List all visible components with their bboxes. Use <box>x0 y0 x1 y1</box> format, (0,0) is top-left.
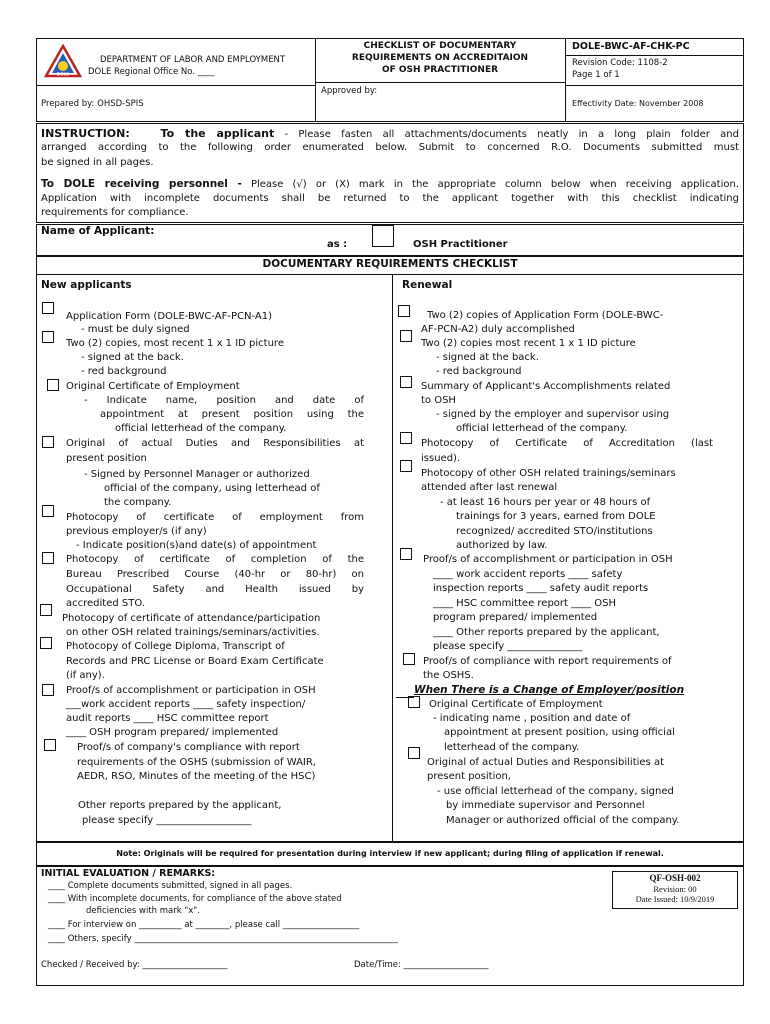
new-line: ____ OSH program prepared/ implemented <box>66 727 279 738</box>
note-text: Note: Originals will be required for presentation during interview if new applicant; during filing of application if renewal. <box>116 849 664 858</box>
renewal-line: by immediate supervisor and Personnel <box>446 800 645 811</box>
header-rule-code <box>565 55 744 56</box>
renew-accreditation-checkbox[interactable] <box>400 432 412 444</box>
new-line: AEDR, RSO, Minutes of the meeting of the HSC) <box>77 771 316 782</box>
applicant-role: OSH Practitioner <box>413 239 508 250</box>
new-line: Photocopy of certificate of attendance/participation <box>62 613 321 624</box>
to-dole-label: To DOLE receiving personnel - <box>41 178 242 190</box>
new-line: Bureau Prescribed Course (40-hr or 80-hr) on <box>66 569 364 580</box>
renewal-line: recognized/ accredited STO/institutions <box>456 526 653 537</box>
new-duties-checkbox[interactable] <box>42 436 54 448</box>
applicant-name-label: Name of Applicant: <box>41 225 155 237</box>
new-line: Proof/s of company's compliance with report <box>77 742 300 753</box>
renewal-line: - signed by the employer and supervisor using <box>436 409 670 420</box>
new-prev-employment-checkbox[interactable] <box>42 505 54 517</box>
renew-compliance-checkbox[interactable] <box>403 653 415 665</box>
new-line: ___work accident reports ____ safety inspection/ <box>66 699 306 710</box>
instruction-line-1 <box>41 127 739 142</box>
new-line: Original Certificate of Employment <box>66 381 240 392</box>
renewal-line: Proof/s of accomplishment or participation in OSH <box>423 554 673 565</box>
renewal-line: please specify _______________ <box>433 641 583 652</box>
new-line: appointment at present position using the <box>100 409 364 420</box>
new-course-cert-checkbox[interactable] <box>42 552 54 564</box>
renew-duties-checkbox[interactable] <box>408 747 420 759</box>
dole-logo-icon <box>44 44 82 78</box>
dole-instruction-1: Please (√) or (X) mark in the appropriate column below when receiving application. <box>250 179 739 190</box>
effectivity-date: Effectivity Date: November 2008 <box>572 99 704 108</box>
new-line: Proof/s of accomplishment or participation in OSH <box>66 685 316 696</box>
new-line: audit reports ____ HSC committee report <box>66 713 269 724</box>
form-revision: Revision: 00 <box>653 884 697 894</box>
renewal-line: - indicating name , position and date of <box>433 713 631 724</box>
renewal-line: AF-PCN-A2) duly accomplished <box>421 324 575 335</box>
as-label: as : <box>327 239 348 250</box>
new-trainings-checkbox[interactable] <box>40 604 52 616</box>
renewal-line: authorized by law. <box>456 540 548 551</box>
renewal-line: - at least 16 hours per year or 48 hours of <box>440 497 651 508</box>
renewal-line: ____ HSC committee report ____ OSH <box>433 598 617 609</box>
new-line: - red background <box>81 366 167 377</box>
new-line: - Indicate name, position and date of <box>84 395 364 406</box>
instruction-line-dole <box>41 178 739 192</box>
section-title: DOCUMENTARY REQUIREMENTS CHECKLIST <box>262 258 518 270</box>
renewal-line: - use official letterhead of the company, signed <box>437 786 674 797</box>
change-employer-rule <box>396 697 414 698</box>
dole-instruction-2: Application with incomplete documents shall be returned to the applicant together with this checklist indicating <box>41 193 739 204</box>
evaluation-line-5: ____ Others, specify ______________________________________________________________ <box>48 934 398 944</box>
renewal-line: Two (2) copies most recent 1 x 1 ID picture <box>421 338 636 349</box>
dept-name: DEPARTMENT OF LABOR AND EMPLOYMENT <box>100 55 286 65</box>
evaluation-line-1: ____ Complete documents submitted, signed in all pages. <box>48 881 293 891</box>
new-line: - Signed by Personnel Manager or authorized <box>84 469 310 480</box>
new-osh-proof-checkbox[interactable] <box>42 684 54 696</box>
renewal-line: trainings for 3 years, earned from DOLE <box>456 511 656 522</box>
header-rule-mid <box>315 82 565 83</box>
evaluation-heading: INITIAL EVALUATION / REMARKS: <box>41 868 216 879</box>
new-line: please specify ___________________ <box>82 815 252 826</box>
renewal-line: Manager or authorized official of the company. <box>446 815 680 826</box>
doc-code: DOLE-BWC-AF-CHK-PC <box>572 41 690 52</box>
renewal-line: program prepared/ implemented <box>433 612 598 623</box>
new-line: the company. <box>104 497 172 508</box>
new-diploma-checkbox[interactable] <box>40 637 52 649</box>
renewal-heading: Renewal <box>402 279 453 291</box>
change-employer-heading: When There is a Change of Employer/position <box>414 684 685 696</box>
renewal-line: inspection reports ____ safety audit reports <box>433 583 649 594</box>
renewal-line: Original of actual Duties and Responsibilities at <box>427 757 664 768</box>
renew-id-picture-checkbox[interactable] <box>400 330 412 342</box>
new-app-form-checkbox[interactable] <box>42 302 54 314</box>
doc-title-2: REQUIREMENTS ON ACCREDITAION <box>351 53 529 63</box>
header-rule-right <box>565 85 744 86</box>
osh-practitioner-checkbox[interactable] <box>372 225 394 247</box>
page-number: Page 1 of 1 <box>572 70 620 80</box>
new-line: Photocopy of College Diploma, Transcript of <box>66 641 285 652</box>
header-rule <box>36 85 315 86</box>
renewal-line: Summary of Applicant's Accomplishments related <box>421 381 671 392</box>
doc-title-1: CHECKLIST OF DOCUMENTARY <box>363 41 517 51</box>
renewal-line: issued). <box>421 453 461 464</box>
new-line: - Indicate position(s)and date(s) of appointment <box>76 540 317 551</box>
new-id-picture-checkbox[interactable] <box>42 331 54 343</box>
evaluation-line-4: ____ For interview on __________ at ________, please call __________________ <box>48 920 360 930</box>
renewal-line: present position, <box>427 771 511 782</box>
renewal-line: Photocopy of Certificate of Accreditation (last <box>421 438 713 449</box>
new-line: Records and PRC License or Board Exam Certificate <box>66 656 324 667</box>
dole-instruction-3: requirements for compliance. <box>41 207 189 218</box>
new-applicants-heading: New applicants <box>41 279 132 291</box>
new-line: Photocopy of certificate of employment from <box>66 512 364 523</box>
renew-osh-proof-checkbox[interactable] <box>400 548 412 560</box>
renewal-line: official letterhead of the company. <box>456 423 628 434</box>
renewal-line: Two (2) copies of Application Form (DOLE-BWC- <box>427 310 664 321</box>
logo-text: DOLE <box>56 72 70 78</box>
renew-summary-checkbox[interactable] <box>400 376 412 388</box>
new-line: present position <box>66 453 147 464</box>
renewal-line: ____ work accident reports ____ safety <box>433 569 623 580</box>
renewal-line: attended after last renewal <box>421 482 558 493</box>
header-divider-2 <box>565 38 566 122</box>
renewal-line: to OSH <box>421 395 456 406</box>
renewal-line: ____ Other reports prepared by the applicant, <box>433 627 660 638</box>
new-line: Photocopy of certificate of completion of the <box>66 554 364 565</box>
renewal-line: Proof/s of compliance with report requirements of <box>423 656 672 667</box>
renewal-line: letterhead of the company. <box>444 742 580 753</box>
new-line: (if any). <box>66 670 105 681</box>
applicant-instruction-2: arranged according to the following order enumerated below. Submit to concerned R.O. Documents submitted must <box>41 142 739 153</box>
new-line: Application Form (DOLE-BWC-AF-PCN-A1) <box>66 311 272 322</box>
new-line: requirements of the OSHS (submission of WAIR, <box>77 757 316 768</box>
evaluation-line-2: ____ With incomplete documents, for compliance of the above stated <box>48 894 342 904</box>
evaluation-line-3: deficiencies with mark "x". <box>86 906 200 916</box>
new-line: Occupational Safety and Health issued by <box>66 584 364 595</box>
new-line: accredited STO. <box>66 598 145 609</box>
new-line: Original of actual Duties and Responsibilities at <box>66 438 364 449</box>
applicant-instruction-3: be signed in all pages. <box>41 157 154 168</box>
new-line: previous employer/s (if any) <box>66 526 207 537</box>
form-date-issued: Date Issued: 10/9/2019 <box>635 894 715 904</box>
checked-received-by: Checked / Received by: ____________________ <box>41 960 228 970</box>
renew-trainings-checkbox[interactable] <box>400 460 412 472</box>
applicant-instruction-1: - Please fasten all attachments/documents neatly in a long plain folder and <box>284 129 739 140</box>
column-divider <box>392 274 393 842</box>
new-line: on other OSH related trainings/seminars/activities. <box>66 627 320 638</box>
instruction-heading: INSTRUCTION: <box>41 127 130 140</box>
to-applicant-label: To the applicant <box>160 127 275 140</box>
renewal-line: Original Certificate of Employment <box>429 699 603 710</box>
approved-by: Approved by: <box>321 86 378 96</box>
new-line: Two (2) copies, most recent 1 x 1 ID picture <box>66 338 284 349</box>
new-line: Other reports prepared by the applicant, <box>78 800 282 811</box>
prepared-by: Prepared by: OHSD-SPIS <box>41 99 144 109</box>
renewal-line: - red background <box>436 366 522 377</box>
regional-office: DOLE Regional Office No. ____ <box>88 67 215 77</box>
new-line: - signed at the back. <box>81 352 184 363</box>
renew-app-form-checkbox[interactable] <box>398 305 410 317</box>
renewal-line: Photocopy of other OSH related trainings/seminars <box>421 468 676 479</box>
renewal-line: - signed at the back. <box>436 352 539 363</box>
doc-title-3: OF OSH PRACTITIONER <box>381 65 499 75</box>
new-line: - must be duly signed <box>81 324 190 335</box>
new-line: official of the company, using letterhead of <box>104 483 320 494</box>
new-cert-employment-checkbox[interactable] <box>47 379 59 391</box>
renewal-line: appointment at present position, using official <box>444 727 675 738</box>
renewal-line: the OSHS. <box>423 670 474 681</box>
form-code: QF-OSH-002 <box>649 873 701 883</box>
table-header-rule <box>36 274 744 275</box>
new-line: official letterhead of the company. <box>115 423 287 434</box>
new-compliance-checkbox[interactable] <box>44 739 56 751</box>
revision-code: Revision Code: 1108-2 <box>572 58 668 68</box>
date-time: Date/Time: ____________________ <box>354 960 489 970</box>
